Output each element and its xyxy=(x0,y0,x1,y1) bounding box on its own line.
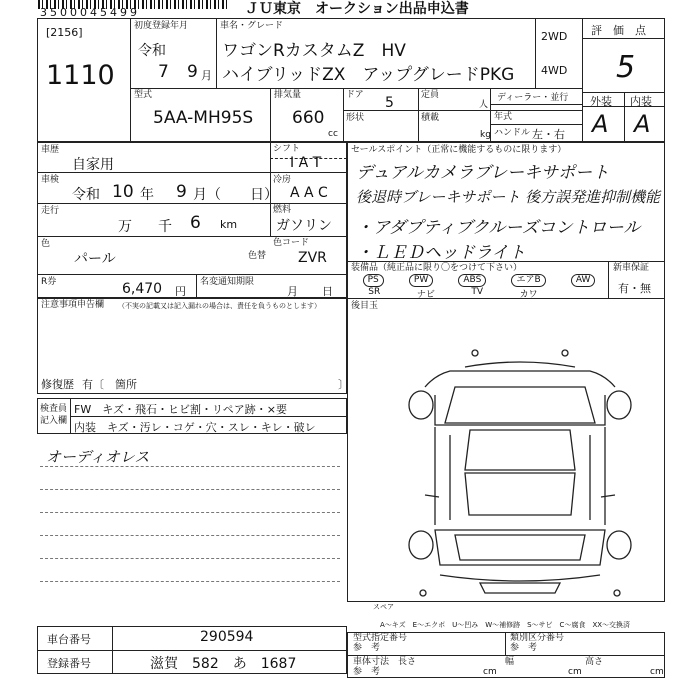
drive-2wd: 2WD xyxy=(541,30,568,43)
exterior-grade: A xyxy=(592,110,609,138)
mileage-value: 6 xyxy=(190,213,201,233)
lot-ref: [2156] xyxy=(46,26,83,39)
capacity-unit: 人 xyxy=(479,100,489,110)
model-year-label: 年式 xyxy=(494,112,513,122)
inspection-label: 車検 xyxy=(41,175,60,185)
notes-label: 注意事項申告欄 xyxy=(41,300,105,310)
form-title: ＪＵ東京 オークション出品申込書 xyxy=(245,1,469,17)
mileage-sen: 千 xyxy=(158,219,172,235)
spec-height-unit: cm xyxy=(650,667,664,677)
spec-size-label: 車体寸法 xyxy=(353,657,390,667)
equip-ps: PS xyxy=(363,274,384,287)
capacity-label: 定員 xyxy=(421,90,440,100)
equip-navi: ナビ xyxy=(416,290,435,300)
spec-height-label: 高さ xyxy=(585,657,604,667)
sales-point-3: ・アダプティブクルーズコントロール xyxy=(356,218,641,238)
displacement-value: 660 xyxy=(292,108,325,128)
inspection-day-unit: 日） xyxy=(250,187,278,203)
sales-points-label: セールスポイント（正常に機能するものに限ります） xyxy=(351,145,567,155)
fuel-label: 燃料 xyxy=(273,205,292,215)
model-value: 5AA-MH95S xyxy=(153,108,254,128)
exterior-label: 外装 xyxy=(590,95,612,108)
spare-label: スペア xyxy=(373,603,394,611)
equip-aw: AW xyxy=(571,274,596,287)
color-code-label: 色コード xyxy=(273,238,310,248)
new-car-warranty-value: 有・無 xyxy=(618,282,651,295)
repair-value: 有〔 箇所 xyxy=(82,378,137,391)
registration-label: 登録番号 xyxy=(47,657,91,670)
spec-width-unit: cm xyxy=(568,667,582,677)
spec-size-ref: 参 考 xyxy=(353,667,381,677)
first-reg-era: 令和 xyxy=(138,43,166,59)
equip-sr: SR xyxy=(368,287,381,297)
first-reg-label: 初度登録年月 xyxy=(134,21,189,31)
repair-label: 修復歴 xyxy=(41,378,74,391)
spec-width-label: 幅 xyxy=(505,657,515,667)
doors-label: ドア xyxy=(346,90,364,100)
equip-pw: PW xyxy=(409,274,433,287)
equipment-row-2 xyxy=(350,287,556,300)
inspection-era: 令和 xyxy=(72,187,100,203)
shape-label: 形状 xyxy=(346,113,365,123)
sales-point-1: デュアルカメラブレーキサポート xyxy=(356,163,610,183)
color-change-label: 色替 xyxy=(248,251,267,261)
equipment-label: 装備品（純正品に限り〇をつけて下さい） xyxy=(351,263,523,273)
barcode-number: 3500045499 xyxy=(40,6,140,19)
interior-label: 内装 xyxy=(630,95,652,108)
inspection-month: 9 xyxy=(176,182,187,202)
first-reg-month: 9 xyxy=(187,62,198,82)
inspection-month-unit: 月（ xyxy=(193,187,221,203)
shift-value: I A T xyxy=(290,155,322,171)
steering-label: ハンドル xyxy=(494,128,531,138)
eval-label: 評 価 点 xyxy=(591,24,646,37)
car-damage-diagram xyxy=(395,335,645,610)
inspector-label-2: 記入欄 xyxy=(40,416,68,426)
interior-grade: A xyxy=(634,110,651,138)
chassis-value: 290594 xyxy=(200,629,254,645)
equipment-row-1 xyxy=(350,274,608,287)
color-label: 色 xyxy=(41,239,51,249)
inspection-year: 10 xyxy=(112,182,134,202)
mileage-unit: km xyxy=(220,218,238,231)
fuel-value: ガソリン xyxy=(276,218,332,234)
spec-type-ref: 参 考 xyxy=(353,643,381,653)
color-value: パール xyxy=(74,251,116,267)
title-deadline-month: 月 xyxy=(287,285,298,298)
inspector-row-1: FW キズ・飛石・ヒビ割・リペア跡・×要 xyxy=(74,403,287,416)
mileage-label: 走行 xyxy=(41,206,60,216)
usage-value: 自家用 xyxy=(72,157,114,173)
notes-sub: （不実の記載又は記入漏れの場合は、責任を負うものとします） xyxy=(118,302,321,310)
inspection-year-unit: 年 xyxy=(140,187,154,203)
sales-point-2: 後退時ブレーキサポート 後方誤発進抑制機能 xyxy=(356,188,661,206)
mileage-man: 万 xyxy=(118,219,132,235)
dealer-label: ディーラー・並行 xyxy=(497,93,569,103)
equip-airbag: エアB xyxy=(511,274,545,287)
spec-type-label: 型式指定番号 xyxy=(353,633,408,643)
recycle-value: 6,470 xyxy=(122,281,163,297)
model-label: 型式 xyxy=(134,90,153,100)
car-name-label: 車名・グレード xyxy=(220,21,284,31)
car-grade: ハイブリッドZX アップグレードPKG xyxy=(222,65,515,85)
equip-abs: ABS xyxy=(458,274,486,287)
first-reg-year: 7 xyxy=(158,62,169,82)
equip-leather: カワ xyxy=(519,290,538,300)
damage-legend: A～キズ E～エクボ U～凹み W～補修跡 S～サビ C～腐食 XX～交換済 xyxy=(380,621,631,629)
eval-score: 5 xyxy=(616,50,636,85)
displacement-label: 排気量 xyxy=(274,90,302,100)
title-deadline-label: 名変通知期限 xyxy=(200,277,255,287)
color-code-value: ZVR xyxy=(298,250,327,266)
recycle-unit: 円 xyxy=(175,285,186,298)
inspector-label-1: 検査員 xyxy=(40,404,68,414)
chassis-label: 車台番号 xyxy=(47,633,91,646)
ac-value: A A C xyxy=(290,185,328,201)
car-name: ワゴンRカスタムZ HV xyxy=(222,41,406,61)
inspector-row-2: 内装 キズ・汚レ・コゲ・穴・スレ・キレ・破レ xyxy=(74,421,316,434)
displacement-unit: cc xyxy=(328,129,338,139)
spec-length-label: 長さ xyxy=(398,657,417,667)
handwritten-note: オーディオレス xyxy=(46,448,150,466)
spec-class-label: 類別区分番号 xyxy=(510,633,565,643)
load-unit: kg xyxy=(480,130,491,140)
steering-value: 左・右 xyxy=(532,128,565,141)
rear-seat-label: 後目玉 xyxy=(351,301,379,311)
lot-number: 1110 xyxy=(46,60,115,91)
ac-label: 冷房 xyxy=(273,175,292,185)
equip-tv: TV xyxy=(471,287,484,297)
spec-class-ref: 参 考 xyxy=(510,643,538,653)
recycle-label: R券 xyxy=(41,277,57,287)
spec-length-unit: cm xyxy=(483,667,497,677)
shift-label: シフト xyxy=(273,144,301,154)
title-deadline-day: 日 xyxy=(322,285,333,298)
doors-value: 5 xyxy=(385,95,394,111)
sales-point-4: ・ＬＥＤヘッドライト xyxy=(356,243,526,263)
load-label: 積載 xyxy=(421,113,440,123)
usage-label: 車歴 xyxy=(41,145,60,155)
drive-4wd: 4WD xyxy=(541,64,568,77)
new-car-warranty-label: 新車保証 xyxy=(613,263,650,273)
registration-value: 滋賀 582 あ 1687 xyxy=(150,656,297,672)
repair-close: 〕 xyxy=(338,378,349,391)
first-reg-month-unit: 月 xyxy=(201,69,212,82)
